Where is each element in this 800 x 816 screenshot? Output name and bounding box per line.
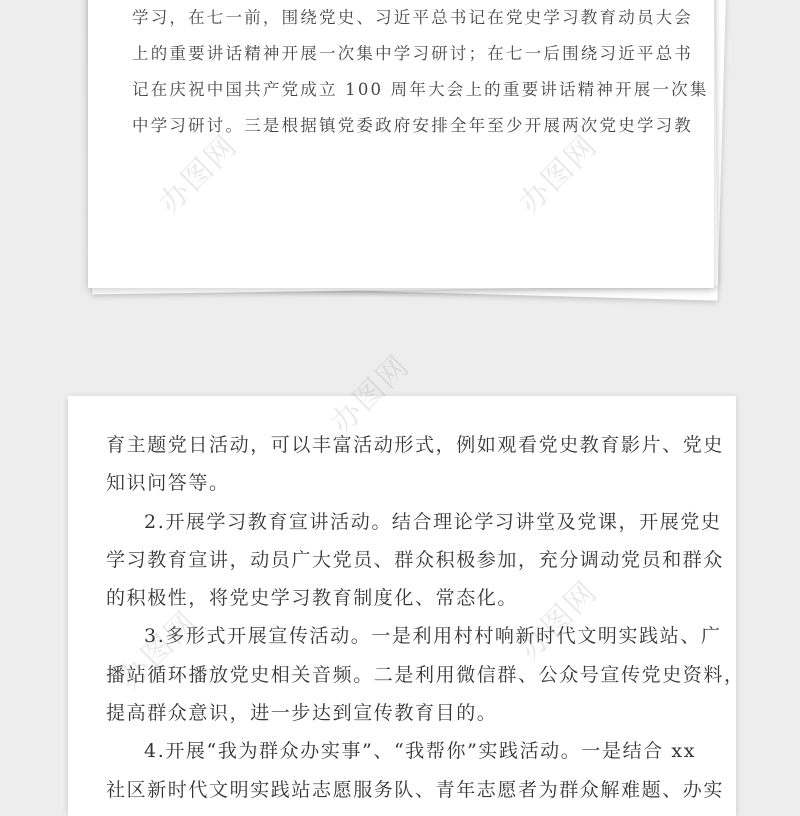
text-line: 学习教育宣讲，动员广大党员、群众积极参加，充分调动党员和群众	[106, 548, 725, 571]
text-line: 2.开展学习教育宣讲活动。结合理论学习讲堂及党课，开展党史	[144, 510, 722, 533]
top-page-text	[132, 0, 709, 144]
text-line: 上的重要讲话精神开展一次集中学习研讨；在七一后围绕习近平总书	[132, 44, 693, 63]
text-line: 学习，在七一前，围绕党史、习近平总书记在党史学习教育动员大会	[132, 8, 693, 27]
text-line: 记在庆祝中国共产党成立 100 周年大会上的重要讲话精神开展一次集	[132, 80, 709, 99]
watermark: 办图网	[152, 128, 245, 221]
document-page-bottom	[68, 396, 745, 816]
text-line: 社区新时代文明实践站志愿服务队、青年志愿者为群众解难题、办实	[106, 778, 725, 801]
text-line: 育主题党日活动，可以丰富活动形式，例如观看党史教育影片、党史	[106, 434, 725, 456]
bottom-page-text	[106, 426, 745, 809]
text-line: 播站循环播放党史相关音频。二是利用微信群、公众号宣传党史资料，	[106, 663, 745, 686]
document-page-top	[88, 0, 714, 288]
text-line: 知识问答等。	[106, 472, 230, 495]
watermark: 办图网	[512, 574, 605, 667]
text-line: 的积极性，将党史学习教育制度化、常态化。	[106, 587, 519, 610]
text-line: 中学习研讨。三是根据镇党委政府安排全年至少开展两次党史学习教	[132, 116, 693, 135]
text-line: 3.多形式开展宣传活动。一是利用村村响新时代文明实践站、广	[144, 625, 722, 648]
text-line: 4.开展“我为群众办实事”、“我帮你”实践活动。一是结合 xx	[144, 740, 697, 763]
watermark: 办图网	[512, 128, 605, 221]
watermark: 办图网	[112, 604, 205, 697]
watermark: 办图网	[324, 348, 417, 441]
text-line: 提高群众意识，进一步达到宣传教育目的。	[106, 702, 498, 725]
